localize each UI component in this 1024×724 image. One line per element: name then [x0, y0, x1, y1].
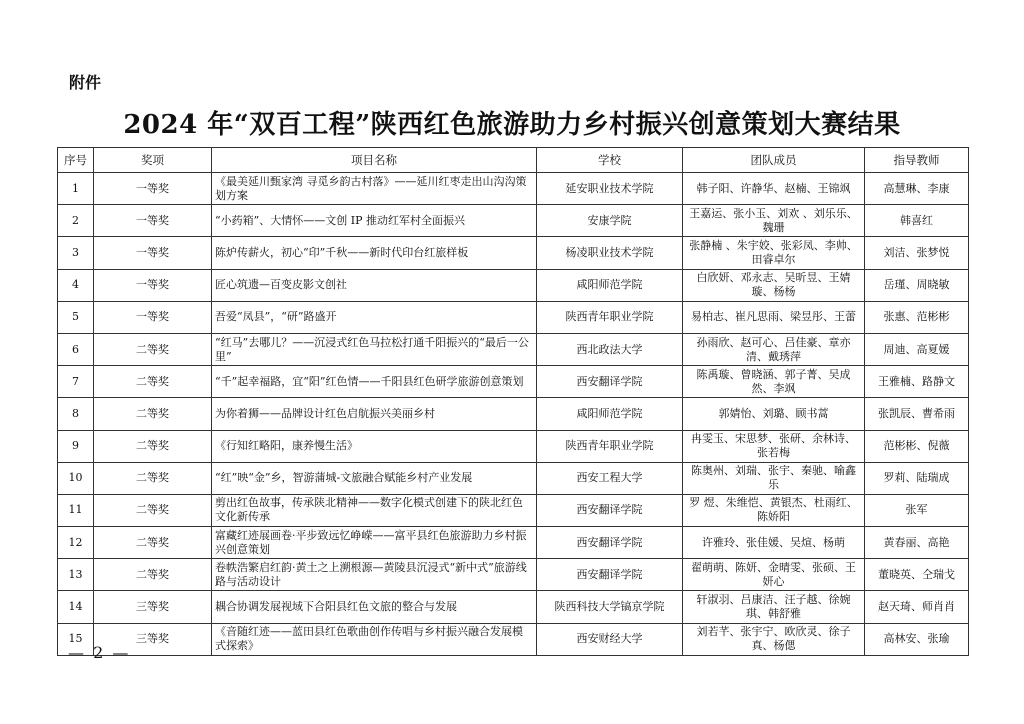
award-cell: 二等奖: [94, 333, 212, 365]
advisors-cell: 刘洁、张梦悦: [865, 237, 969, 269]
advisors-cell: 张凯辰、曹希雨: [865, 398, 969, 430]
team-members-cell: 许雅玲、张佳媛、吴煊、杨萌: [683, 527, 865, 559]
table-row: [58, 205, 969, 237]
table-row: [58, 559, 969, 591]
table-row: [58, 366, 969, 398]
school-cell: 咸阳师范学院: [537, 269, 683, 301]
team-members-cell: 白欣妍、邓永志、吴昕昱、王婧璇、杨杨: [683, 269, 865, 301]
project-name-cell: 卷帙浩繁启红韵·黄土之上溯根源—黄陵县沉浸式“新中式”旅游线路与活动设计: [212, 559, 537, 591]
advisors-cell: 韩喜红: [865, 205, 969, 237]
school-cell: 延安职业技术学院: [537, 173, 683, 205]
row-number: 7: [58, 366, 94, 398]
advisors-cell: 岳瑾、周晓敏: [865, 269, 969, 301]
page-number: — 2 —: [68, 643, 131, 662]
school-cell: 西安翻译学院: [537, 494, 683, 526]
team-members-cell: 王嘉运、张小玉、刘欢 、刘乐乐、魏珊: [683, 205, 865, 237]
advisors-cell: 高林安、张瑜: [865, 623, 969, 655]
header-award: 奖项: [94, 148, 212, 173]
advisors-cell: 高慧琳、李康: [865, 173, 969, 205]
project-name-cell: 陈炉传薪火，初心“印”千秋——新时代印台红旅样板: [212, 237, 537, 269]
award-cell: 一等奖: [94, 301, 212, 333]
row-number: 15: [58, 623, 94, 655]
project-name-cell: “红马”去哪儿？——沉浸式红色马拉松打通千阳振兴的“最后一公里”: [212, 333, 537, 365]
project-name-cell: 匠心筑遗—百变皮影文创社: [212, 269, 537, 301]
award-cell: 二等奖: [94, 366, 212, 398]
team-members-cell: 孙雨欣、赵可心、吕佳豪、章亦清、戴琇萍: [683, 333, 865, 365]
table-row: [58, 494, 969, 526]
award-cell: 二等奖: [94, 398, 212, 430]
row-number: 9: [58, 430, 94, 462]
advisors-cell: 黄春丽、高艳: [865, 527, 969, 559]
advisors-cell: 范彬彬、倪薇: [865, 430, 969, 462]
team-members-cell: 易柏志、崔凡思雨、梁昱彤、王蕾: [683, 301, 865, 333]
award-cell: 三等奖: [94, 623, 212, 655]
award-cell: 二等奖: [94, 430, 212, 462]
header-no: 序号: [58, 148, 94, 173]
award-cell: 二等奖: [94, 494, 212, 526]
project-name-cell: 《最美延川甄家湾 寻觅乡韵古村落》——延川红枣走出山沟沟策划方案: [212, 173, 537, 205]
school-cell: 西安翻译学院: [537, 527, 683, 559]
school-cell: 西北政法大学: [537, 333, 683, 365]
award-cell: 一等奖: [94, 205, 212, 237]
table-row: [58, 269, 969, 301]
row-number: 11: [58, 494, 94, 526]
team-members-cell: 韩子阳、许静华、赵楠、王锦飒: [683, 173, 865, 205]
row-number: 2: [58, 205, 94, 237]
project-name-cell: 吾爱“凤县”，“研”路盛开: [212, 301, 537, 333]
row-number: 12: [58, 527, 94, 559]
team-members-cell: 郭婧怡、刘璐、顾书蒿: [683, 398, 865, 430]
table-row: [58, 301, 969, 333]
advisors-cell: 董晓英、仝瑞戈: [865, 559, 969, 591]
table-row: [58, 398, 969, 430]
project-name-cell: 《行知红略阳，康养慢生活》: [212, 430, 537, 462]
award-cell: 三等奖: [94, 591, 212, 623]
document-title: 2024 年“双百工程”陕西红色旅游助力乡村振兴创意策划大赛结果: [123, 110, 901, 140]
team-members-cell: 刘若芊、张宇宁、欧欣灵、徐子真、杨偲: [683, 623, 865, 655]
project-name-cell: 为你着狮——品牌设计红色启航振兴美丽乡村: [212, 398, 537, 430]
school-cell: 西安翻译学院: [537, 366, 683, 398]
table-row: [58, 527, 969, 559]
award-cell: 二等奖: [94, 559, 212, 591]
table-row: [58, 462, 969, 494]
table-row: [58, 237, 969, 269]
row-number: 8: [58, 398, 94, 430]
school-cell: 杨凌职业技术学院: [537, 237, 683, 269]
advisors-cell: 周迪、高夏媛: [865, 333, 969, 365]
annex-label: 附件: [69, 73, 102, 92]
header-advisors: 指导教师: [865, 148, 969, 173]
advisors-cell: 张军: [865, 494, 969, 526]
team-members-cell: 张静楠 、朱宇姣、张彩凤、李帅、田睿卓尔: [683, 237, 865, 269]
school-cell: 西安翻译学院: [537, 559, 683, 591]
row-number: 6: [58, 333, 94, 365]
advisors-cell: 罗莉、陆瑞成: [865, 462, 969, 494]
team-members-cell: 罗 煜、朱维恺、黄银杰、杜雨红、陈娇阳: [683, 494, 865, 526]
award-cell: 二等奖: [94, 527, 212, 559]
row-number: 10: [58, 462, 94, 494]
project-name-cell: 剪出红色故事，传承陕北精神——数字化模式创建下的陕北红色文化新传承: [212, 494, 537, 526]
row-number: 13: [58, 559, 94, 591]
award-cell: 一等奖: [94, 269, 212, 301]
row-number: 14: [58, 591, 94, 623]
project-name-cell: 耦合协调发展视域下合阳县红色文旅的整合与发展: [212, 591, 537, 623]
advisors-cell: 赵天琦、师肖肖: [865, 591, 969, 623]
header-members: 团队成员: [683, 148, 865, 173]
project-name-cell: 《音随红迹——蓝田县红色歌曲创作传唱与乡村振兴融合发展模式探索》: [212, 623, 537, 655]
project-name-cell: 富藏红迹展画卷·平步致远忆峥嵘——富平县红色旅游助力乡村振兴创意策划: [212, 527, 537, 559]
project-name-cell: “小药箱”、大情怀——文创 IP 推动红军村全面振兴: [212, 205, 537, 237]
school-cell: 西安财经大学: [537, 623, 683, 655]
advisors-cell: 张惠、范彬彬: [865, 301, 969, 333]
team-members-cell: 翟萌萌、陈妍、金晴雯、张硕、王妍心: [683, 559, 865, 591]
table-header-row: [58, 148, 969, 173]
table-row: [58, 333, 969, 365]
team-members-cell: 冉雯玉、宋思梦、张研、余林诗、张若梅: [683, 430, 865, 462]
row-number: 1: [58, 173, 94, 205]
school-cell: 咸阳师范学院: [537, 398, 683, 430]
school-cell: 陕西青年职业学院: [537, 301, 683, 333]
row-number: 4: [58, 269, 94, 301]
award-cell: 一等奖: [94, 237, 212, 269]
project-name-cell: “千”起幸福路，宜“阳”红色情——千阳县红色研学旅游创意策划: [212, 366, 537, 398]
table-row: [58, 591, 969, 623]
team-members-cell: 轩淑羽、吕康洁、汪子越、徐婉琪、韩舒雅: [683, 591, 865, 623]
row-number: 3: [58, 237, 94, 269]
row-number: 5: [58, 301, 94, 333]
table-row: [58, 173, 969, 205]
table-row: [58, 623, 969, 655]
table-row: [58, 430, 969, 462]
award-cell: 一等奖: [94, 173, 212, 205]
award-cell: 二等奖: [94, 462, 212, 494]
school-cell: 陕西科技大学镐京学院: [537, 591, 683, 623]
team-members-cell: 陈奥州、刘瑞、张宇、秦驰、喻鑫乐: [683, 462, 865, 494]
school-cell: 西安工程大学: [537, 462, 683, 494]
school-cell: 陕西青年职业学院: [537, 430, 683, 462]
header-school: 学校: [537, 148, 683, 173]
school-cell: 安康学院: [537, 205, 683, 237]
project-name-cell: “红”映“金”乡，智游蒲城-文旅融合赋能乡村产业发展: [212, 462, 537, 494]
header-project: 项目名称: [212, 148, 537, 173]
team-members-cell: 陈禹璇、曾晓涵、郭子菁、吴成然、李飒: [683, 366, 865, 398]
advisors-cell: 王雅楠、路静文: [865, 366, 969, 398]
results-table: [57, 147, 969, 656]
